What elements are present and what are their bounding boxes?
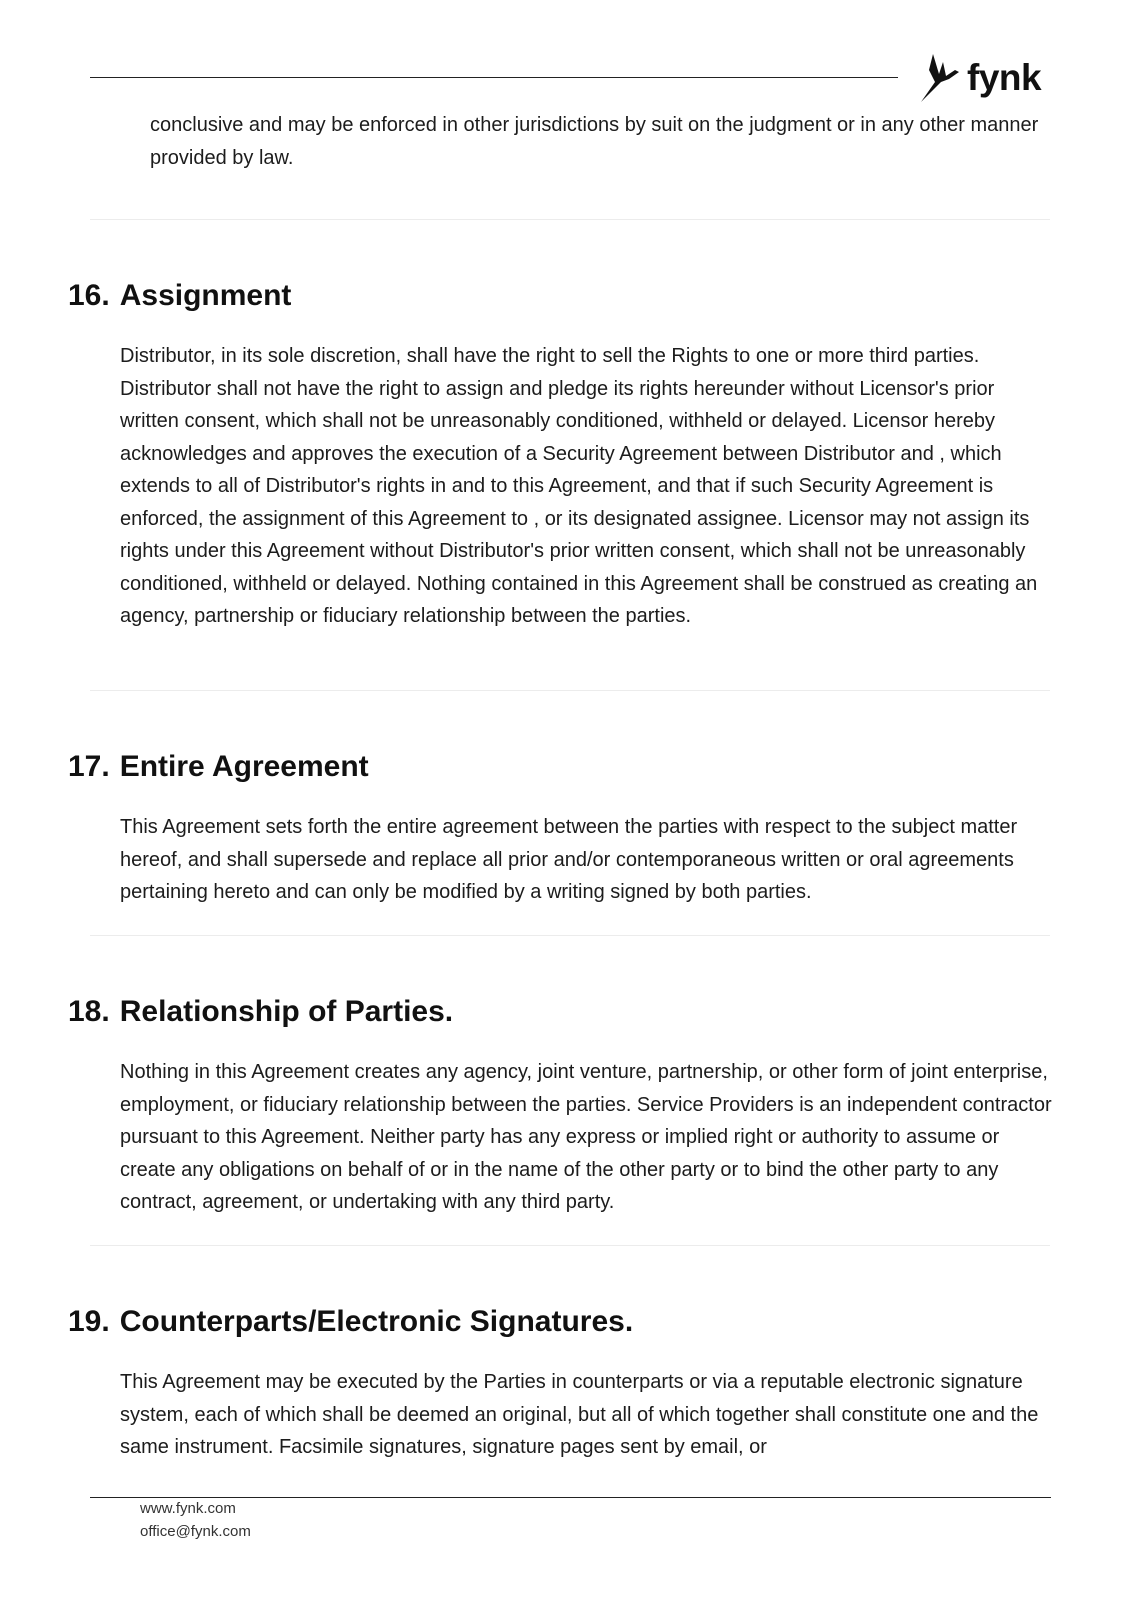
section-number: 19. <box>68 1305 110 1338</box>
continuation-paragraph: conclusive and may be enforced in other jurisdictions by suit on the judgment or in any other manner provided by law. <box>150 114 1039 169</box>
section-heading-entire-agreement <box>68 750 369 784</box>
section-title: Relationship of Parties. <box>119 995 454 1028</box>
section-number: 17. <box>68 750 110 783</box>
header-divider <box>90 77 898 78</box>
section-body-counterparts: This Agreement may be executed by the Parties in counterparts or via a reputable electronic signature system, each of which shall be deemed an original, but all of which together shall constitute one and the same instrument. Facsimile signatures, signature pages sent by email, or <box>120 1371 1039 1458</box>
section-title: Assignment <box>119 279 292 312</box>
section-divider <box>90 1245 1050 1246</box>
brand-name: fynk <box>967 57 1042 98</box>
section-number: 16. <box>68 279 110 312</box>
section-divider <box>90 690 1050 691</box>
section-heading-counterparts <box>68 1305 633 1339</box>
section-number: 18. <box>68 995 110 1028</box>
section-body-relationship: Nothing in this Agreement creates any agency, joint venture, partnership, or other form of joint enterprise, employment, or fiduciary relationship between the parties. Service Providers is an independent contractor pursuant to this Agreement. Neither party has any express or implied right or authority to assume or create any obligations on behalf of or in the name of the other party or to bind the other party to any contract, agreement, or undertaking with any third party. <box>120 1061 1052 1213</box>
brand-logo <box>919 52 1041 104</box>
footer-divider <box>90 1497 1051 1498</box>
footer-email-link[interactable]: office@fynk.com <box>140 1523 251 1540</box>
section-heading-relationship <box>68 995 453 1029</box>
footer-website-link[interactable]: www.fynk.com <box>140 1500 236 1517</box>
bird-logo-icon <box>919 52 963 104</box>
section-title: Counterparts/Electronic Signatures. <box>119 1305 634 1338</box>
section-heading-assignment <box>68 279 291 313</box>
section-divider <box>90 935 1050 936</box>
section-body-entire-agreement: This Agreement sets forth the entire agreement between the parties with respect to the subject matter hereof, and shall supersede and replace all prior and/or contemporaneous written or oral agreements pertaining hereto and can only be modified by a writing signed by both parties. <box>120 816 1018 903</box>
section-title: Entire Agreement <box>119 750 369 783</box>
section-body-assignment: Distributor, in its sole discretion, shall have the right to sell the Rights to one or more third parties. Distributor shall not have the right to assign and pledge its rights hereunder without Licensor's prior written consent, which shall not be unreasonably conditioned, withheld or delayed. Licensor hereby acknowledges and approves the execution of a Security Agreement between Distributor and , which extends to all of Distributor's rights in and to this Agreement, and that if such Security Agreement is enforced, the assignment of this Agreement to , or its designated assignee. Licensor may not assign its rights under this Agreement without Distributor's prior written consent, which shall not be unreasonably conditioned, withheld or delayed. Nothing contained in this Agreement shall be construed as creating an agency, partnership or fiduciary relationship between the parties. <box>120 345 1038 627</box>
section-divider <box>90 219 1050 220</box>
